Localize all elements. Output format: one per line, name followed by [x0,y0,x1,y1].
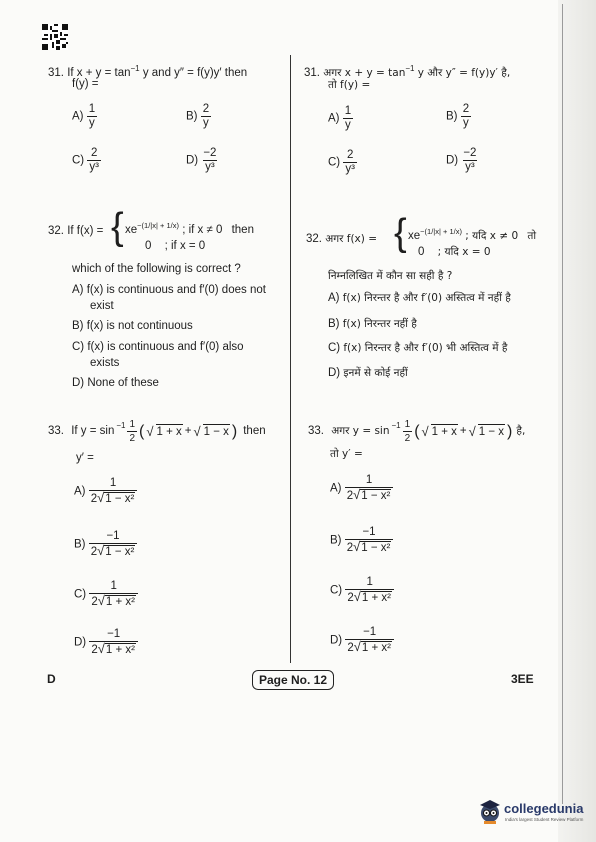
mascot-icon [478,799,502,825]
piecewise-brace: { [111,206,124,248]
option-d [446,147,478,174]
option-b [74,530,137,559]
option-label: B) [74,538,86,551]
option-c [72,340,244,355]
denominator: y [203,117,209,129]
option-label: B) [446,110,458,123]
question-33-en-line2: y′ = [76,452,94,464]
coefficient: 2 [90,546,98,558]
option-d [328,366,408,381]
question-text-cont: y and y″ = f(y)y′ then [142,66,248,79]
denominator: 2 [129,433,136,444]
piecewise-row-2 [418,245,491,260]
radicand: 1 + x² [361,592,391,604]
question-number: 32. [306,233,322,245]
question-32-hi-line: निम्नलिखित में कौन सा सही है ? [328,270,453,282]
question-33-hi-line2: तो y′ = [330,448,363,460]
option-text: f(x) निरन्तर नहीं है [342,318,417,330]
numerator: 1 [365,474,373,486]
option-text: f(x) निरन्तर है और f′(0) भी अस्तित्व में है [343,342,508,354]
option-a [328,105,353,132]
question-text: If x + y = tan [67,66,131,79]
numerator: 2 [90,147,98,159]
fraction [343,105,353,132]
denominator: y³ [205,161,215,173]
question-31-en-line2: f(y) = [72,78,99,90]
fraction [127,418,137,445]
option-text: f(x) is continuous and f′(0) also [87,341,244,353]
option-label: B) [72,320,84,332]
coefficient: 2 [347,642,354,654]
question-number: 33. [308,425,324,437]
option-label: B) [328,318,340,330]
option-c-cont: exists [90,357,120,369]
denominator: y³ [89,161,99,173]
option-c [72,147,101,174]
option-label: C) [74,588,87,601]
option-text: None of these [87,377,159,389]
denominator: y [89,117,95,129]
option-label: B) [186,110,198,123]
option-label: B) [330,534,342,547]
numerator: 1 [109,477,117,489]
option-label: D) [186,154,199,167]
option-a [74,477,137,506]
question-text-cont: y और y″ = f(y)y′ है, [417,66,511,79]
option-label: A) [328,112,340,125]
operator: + [459,425,467,437]
numerator: 2 [462,103,470,115]
brand-tagline: India's largest Student Review Platform [505,817,584,822]
option-label: A) [330,482,342,495]
question-text: अगर f(x) = [325,233,378,245]
option-c [330,576,394,605]
coefficient: 2 [347,592,354,604]
numerator: 1 [88,103,96,115]
then-word: तो [527,229,537,242]
set-code-left: D [47,672,56,686]
condition: ; यदि x = 0 [437,246,491,258]
option-a [330,474,393,503]
option-label: C) [72,341,85,353]
option-d [72,376,159,391]
set-code-right: 3EE [511,672,534,686]
option-label: A) [72,284,84,296]
option-a [72,103,97,130]
radicand: 1 + x² [105,644,135,656]
option-label: C) [330,584,343,597]
fraction: $\frac{-1}{\text{2√1 − x²}}$ [345,526,394,555]
question-32-hi [306,232,377,247]
radicand: 1 + x [431,425,457,438]
qr-code-icon [42,24,68,50]
question-text: If f(x) = [67,225,104,237]
option-b [186,103,211,130]
expression: xe [125,223,138,236]
question-text: अगर y = sin [331,425,390,437]
question-32-en-line: which of the following is correct ? [72,263,241,275]
piecewise-row-1 [125,218,254,238]
option-label: C) [72,154,85,167]
condition: ; यदि x ≠ 0 [465,229,519,242]
coefficient: 2 [346,542,354,554]
numerator: −2 [463,147,477,159]
exponent: −(1/|x| + 1/x) [137,221,179,230]
numerator: −1 [106,530,120,542]
option-label: D) [446,154,459,167]
numerator: −1 [362,526,376,538]
fraction: $\frac{1}{\text{2√1 − x²}}$ [89,477,138,506]
numerator: −2 [203,147,217,159]
fraction: $\frac{-1}{\text{2√1 + x²}}$ [89,628,138,657]
fraction [87,147,101,174]
expression: 0 [418,246,425,258]
condition: ; if x = 0 [164,240,206,252]
radicand: 1 + x [156,425,182,438]
option-label: C) [328,342,341,354]
option-d [74,628,138,657]
then-word: then [243,425,266,437]
superscript: −1 [116,421,126,430]
denominator: y [345,119,351,131]
option-label: C) [328,156,341,169]
fraction [461,103,471,130]
question-number: 33. [48,425,64,437]
condition: ; if x ≠ 0 [182,223,223,236]
radicand: 1 + x² [361,642,391,654]
denominator: y³ [345,163,355,175]
option-b [72,319,193,334]
option-label: A) [74,485,86,498]
operator: + [184,425,192,437]
radicand: 1 − x² [361,542,391,554]
piecewise-row-1 [408,224,536,244]
piecewise-row-2 [145,239,205,254]
question-31-hi-line2: तो f(y) = [328,79,371,91]
option-label: A) [328,292,340,304]
column-divider [290,55,291,663]
numerator: −1 [107,628,121,640]
option-text: f(x) is not continuous [86,320,193,332]
numerator: 1 [366,576,373,588]
fraction [87,103,97,130]
radicand: 1 + x² [105,596,135,608]
option-text: f(x) निरन्तर है और f′(0) अस्तित्व में नहीं है [342,292,511,304]
option-c [328,149,357,176]
fraction [201,147,218,174]
radicand: 1 − x² [105,493,135,505]
option-a-cont: exist [90,300,114,312]
denominator: y [463,117,469,129]
option-label: D) [72,377,85,389]
question-32-en [48,224,103,239]
fraction: $\frac{-1}{\text{2√1 + x²}}$ [345,626,394,655]
option-b [446,103,471,130]
numerator: 1 [110,580,117,592]
coefficient: 2 [90,493,98,505]
numerator: −1 [363,626,377,638]
question-33-en: 33. If y = sin $^{-1}$ $\frac{1}{2}$ ( √ 1 + x + √ 1 − x ) then [48,419,266,444]
question-text: If y = sin [71,425,115,437]
page-number: Page No. 12 [252,670,334,690]
radicand: 1 − x [203,425,229,438]
fraction: $\frac{1}{\text{2√1 − x²}}$ [345,474,394,503]
fraction [201,103,211,130]
option-b [328,317,417,332]
watermark-logo [478,797,588,829]
fraction: $\frac{1}{\text{2√1 + x²}}$ [89,580,138,609]
question-33-hi: 33. अगर y = sin $^{-1}$ $\frac{1}{2}$ ( √ 1 + x + √ 1 − x ) है, [308,419,526,444]
radicand: 1 − x [478,425,505,438]
option-a [328,291,511,306]
denominator: y³ [465,161,475,173]
radicand: 1 − x² [361,490,391,502]
coefficient: 2 [346,490,354,502]
option-c [74,580,138,609]
superscript: −1 [405,64,415,73]
coefficient: 2 [91,596,98,608]
radicand: 1 − x² [105,546,135,558]
expression: 0 [145,240,152,252]
then-word: है, [516,425,526,437]
fraction: $\frac{-1}{\text{2√1 − x²}}$ [89,530,138,559]
option-d [330,626,394,655]
option-label: A) [72,110,84,123]
question-number: 31. [48,66,64,79]
numerator: 1 [404,419,411,430]
fraction [343,149,357,176]
option-c [328,341,507,356]
numerator: 1 [129,419,136,430]
exponent: −(1/|x| + 1/x) [420,227,462,236]
option-label: D) [74,636,87,649]
page-edge [558,0,596,842]
option-label: D) [328,367,341,379]
question-number: 31. [304,66,320,79]
question-number: 32. [48,225,64,237]
denominator: 2 [404,433,411,444]
then-word: then [231,223,254,236]
page-edge-line [562,4,563,804]
option-label: D) [330,634,343,647]
fraction [403,418,413,445]
superscript: −1 [391,421,401,430]
expression: xe [408,229,421,242]
numerator: 2 [346,149,354,161]
fraction [461,147,478,174]
option-b [330,526,393,555]
option-a [72,283,266,298]
coefficient: 2 [91,644,98,656]
numerator: 2 [202,103,210,115]
fraction: $\frac{1}{\text{2√1 + x²}}$ [345,576,394,605]
numerator: 1 [344,105,352,117]
piecewise-brace: { [394,212,407,254]
option-text: इनमें से कोई नहीं [343,367,408,379]
brand-name: collegedunia [504,801,584,816]
option-d [186,147,218,174]
question-text: अगर x + y = tan [323,66,406,79]
option-text: f(x) is continuous and f′(0) does not [86,284,266,296]
superscript: −1 [130,64,140,73]
